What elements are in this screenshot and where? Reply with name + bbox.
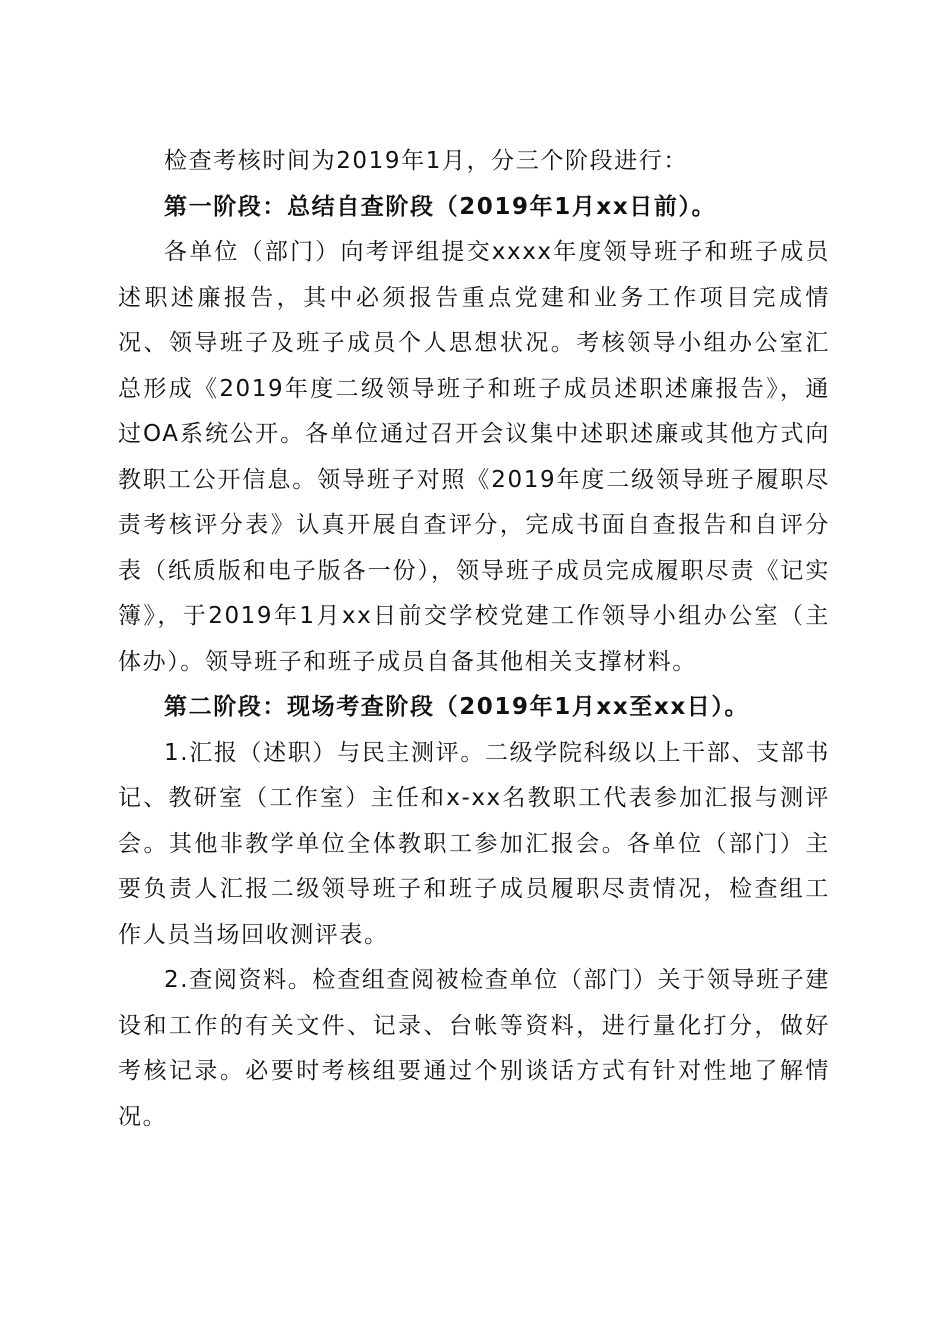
stage-one-paragraph: 各单位（部门）向考评组提交xxxx年度领导班子和班子成员述职述廉报告，其中必须报告重点党建和业务工作项目完成情况、领导班子及班子成员个人思想状况。考核领导小组办公室汇总形成《2019年度二级领导班子和班子成员述职述廉报告》，通过OA系统公开。各单位通过召开会议集中述职述廉或其他方式向教职工公开信息。领导班子对照《2019年度二级领导班子履职尽责考核评分表》认真开展自查评分，完成书面自查报告和自评分表（纸质版和电子版各一份），领导班子成员完成履职尽责《记实簿》，于2019年1月xx日前交学校党建工作领导小组办公室（主体办）。领导班子和班子成员自备其他相关支撑材料。 bbox=[118, 239, 830, 675]
document-body bbox=[118, 139, 830, 1140]
stage-two-item-1: 1.汇报（述职）与民主测评。二级学院科级以上干部、支部书记、教研室（工作室）主任和x-xx名教职工代表参加汇报与测评会。其他非教学单位全体教职工参加汇报会。各单位（部门）主要负责人汇报二级领导班子和班子成员履职尽责情况，检查组工作人员当场回收测评表。 bbox=[118, 739, 830, 948]
stage-two-heading: 第二阶段：现场考查阶段（2019年1月xx至xx日）。 bbox=[164, 694, 750, 720]
stage-one-heading: 第一阶段：总结自查阶段（2019年1月xx日前）。 bbox=[164, 193, 717, 220]
stage-two-item-2: 2.查阅资料。检查组查阅被检查单位（部门）关于领导班子建设和工作的有关文件、记录、台帐等资料，进行量化打分，做好考核记录。必要时考核组要通过个别谈话方式有针对性地了解情况。 bbox=[118, 967, 830, 1130]
intro-paragraph: 检查考核时间为2019年1月，分三个阶段进行： bbox=[164, 148, 688, 174]
